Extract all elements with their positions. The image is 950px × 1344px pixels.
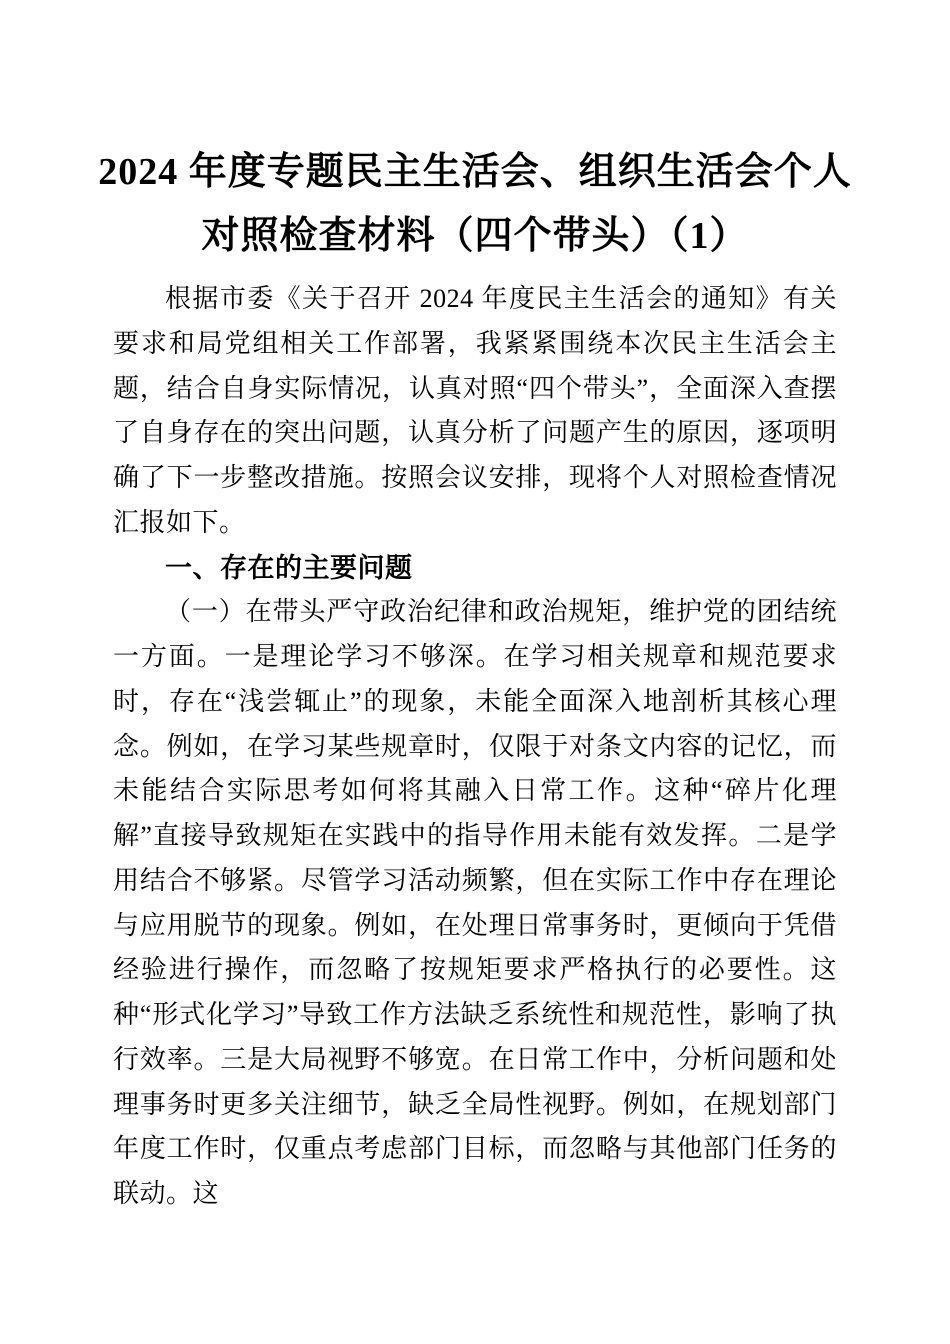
- document-title: [0, 0, 950, 268]
- document-body: [113, 277, 837, 1217]
- section-heading-main-problems: 一、存在的主要问题: [165, 552, 413, 583]
- paragraph-intro: 根据市委《关于召开 2024 年度民主生活会的通知》有关要求和局党组相关工作部署，我紧紧围绕本次民主生活会主题，结合自身实际情况，认真对照“四个带头”，全面深入查摆了自身存在的突出问题，认真分析了问题产生的原因，逐项明确了下一步整改措施。按照会议安排，现将个人对照检查情况汇报如下。: [113, 284, 837, 537]
- paragraph-problem-section-1: （一）在带头严守政治纪律和政治规矩，维护党的团结统一方面。一是理论学习不够深。在学习相关规章和规范要求时，存在“浅尝辄止”的现象，未能全面深入地剖析其核心理念。例如，在学习某些规章时，仅限于对条文内容的记忆，而未能结合实际思考如何将其融入日常工作。这种“碎片化理解”直接导致规矩在实践中的指导作用未能有效发挥。二是学用结合不够紧。尽管学习活动频繁，但在实际工作中存在理论与应用脱节的现象。例如，在处理日常事务时，更倾向于凭借经验进行操作，而忽略了按规矩要求严格执行的必要性。这种“形式化学习”导致工作方法缺乏系统性和规范性，影响了执行效率。三是大局视野不够宽。在日常工作中，分析问题和处理事务时更多关注细节，缺乏全局性视野。例如，在规划部门年度工作时，仅重点考虑部门目标，而忽略与其他部门任务的联动。这: [113, 597, 837, 1208]
- document-title-line2: 对照检查材料（四个带头）（1）: [201, 215, 749, 257]
- document-title-line1: 2024 年度专题民主生活会、组织生活会个人: [98, 151, 852, 193]
